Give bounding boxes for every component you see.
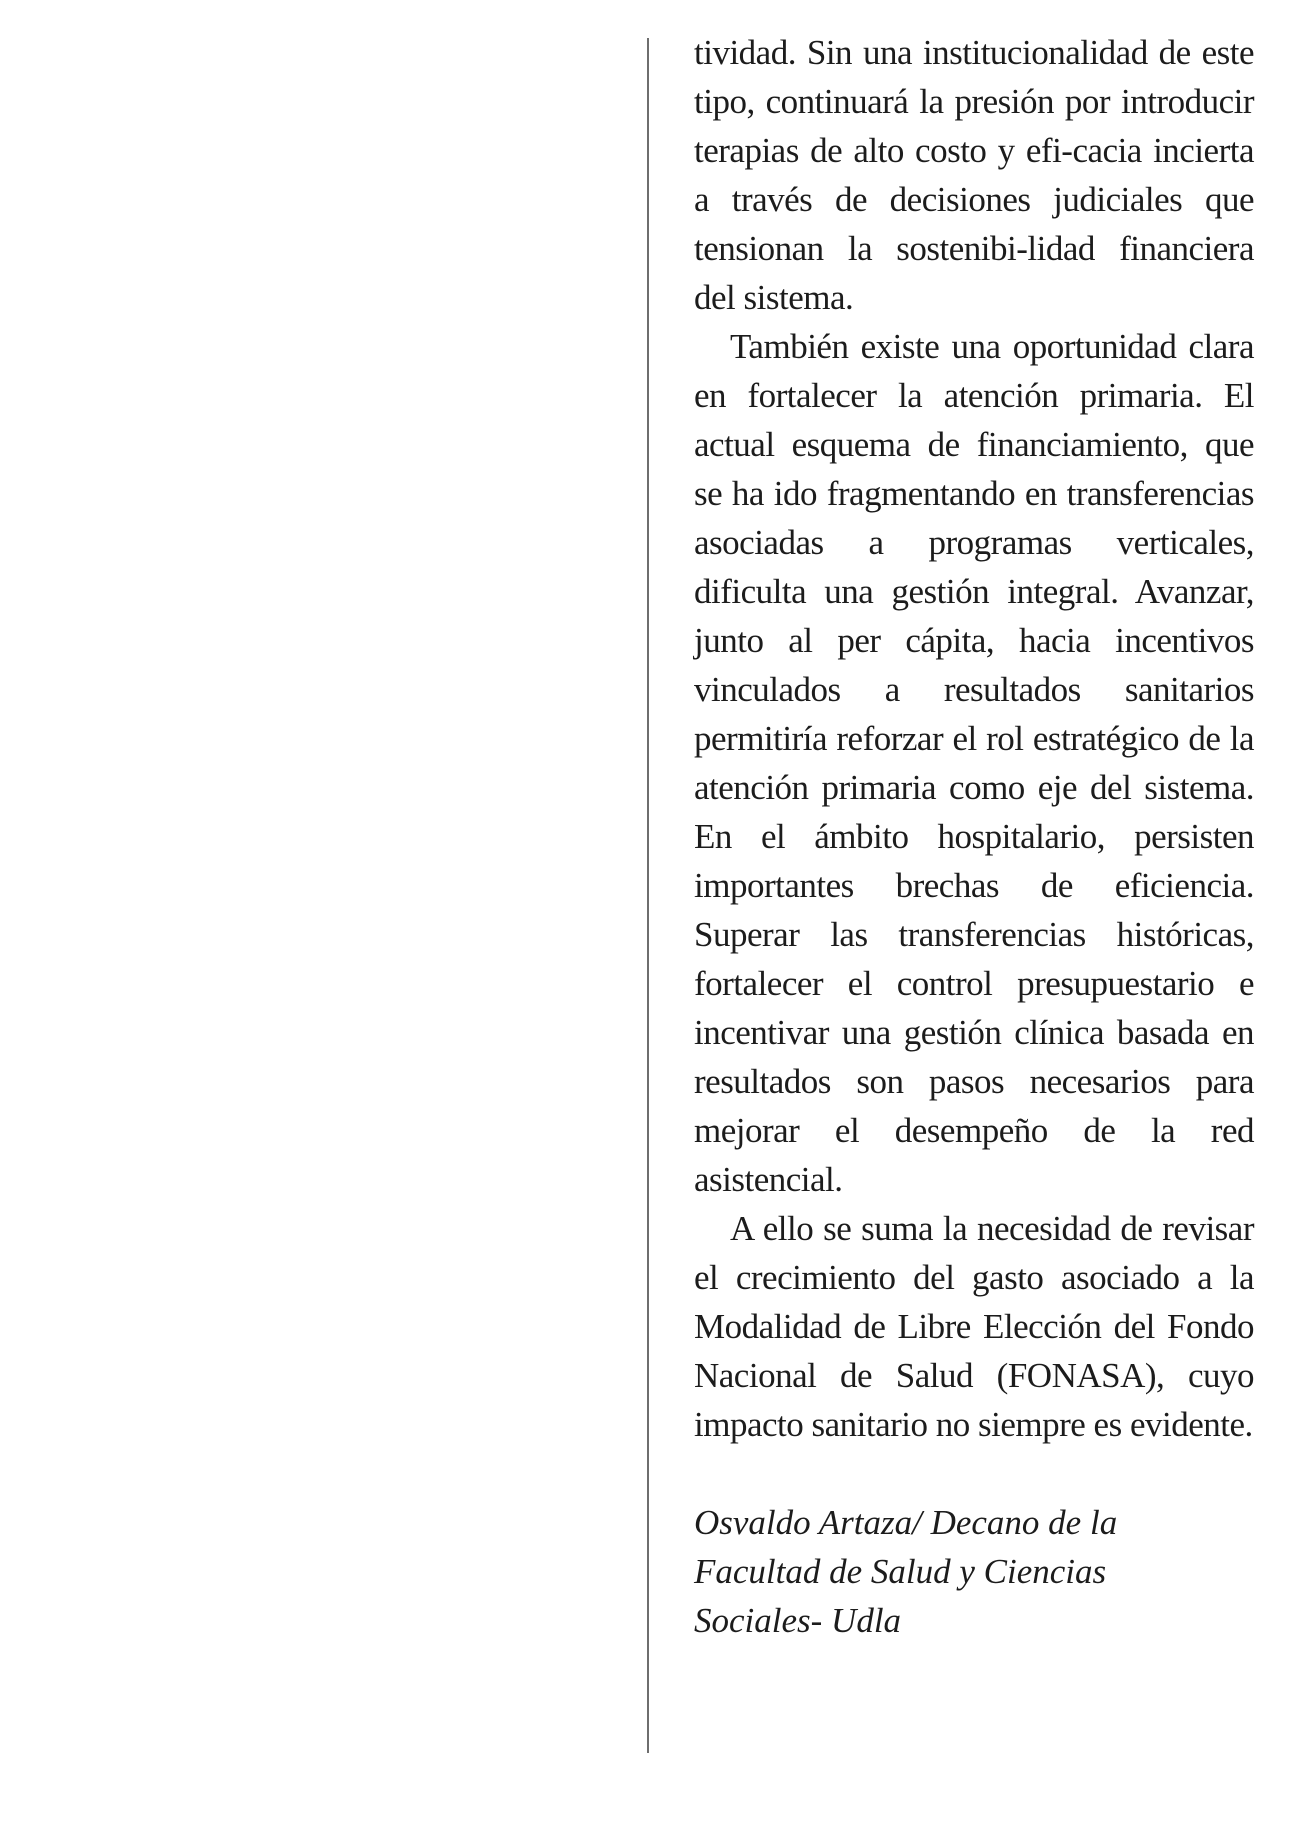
article-column: [694, 28, 1254, 1645]
author-signature: [694, 1498, 1254, 1645]
signature-line-2: Facultad de Salud y Ciencias: [694, 1552, 1107, 1591]
article-paragraph-1: tividad. Sin una institucionalidad de este tipo, continuará la presión por introducir terapias de alto costo y efi-cacia incierta a través de decisiones judiciales que tensionan la sostenibi-lidad financiera del sistema.: [694, 33, 1254, 317]
article-paragraph-2: También existe una oportunidad clara en fortalecer la atención primaria. El actual esquema de financiamiento, que se ha ido fragmentando en transferencias asociadas a programas verticales, dificulta una gestión integral. Avanzar, junto al per cápita, hacia incentivos vinculados a resultados sanitarios permitiría reforzar el rol estratégico de la atención primaria como eje del sistema. En el ámbito hospitalario, persisten importantes brechas de eficiencia. Superar las transferencias históricas, fortalecer el control presupuestario e incentivar una gestión clínica basada en resultados son pasos necesarios para mejorar el desempeño de la red asistencial.: [694, 327, 1254, 1199]
column-divider: [647, 38, 649, 1753]
article-paragraph-3: A ello se suma la necesidad de revisar el crecimiento del gasto asociado a la Modalidad de Libre Elección del Fondo Nacional de Salud (FONASA), cuyo impacto sanitario no siempre es evidente.: [694, 1209, 1254, 1444]
signature-line-3: Sociales- Udla: [694, 1601, 902, 1640]
signature-line-1: Osvaldo Artaza/ Decano de la: [694, 1503, 1118, 1542]
